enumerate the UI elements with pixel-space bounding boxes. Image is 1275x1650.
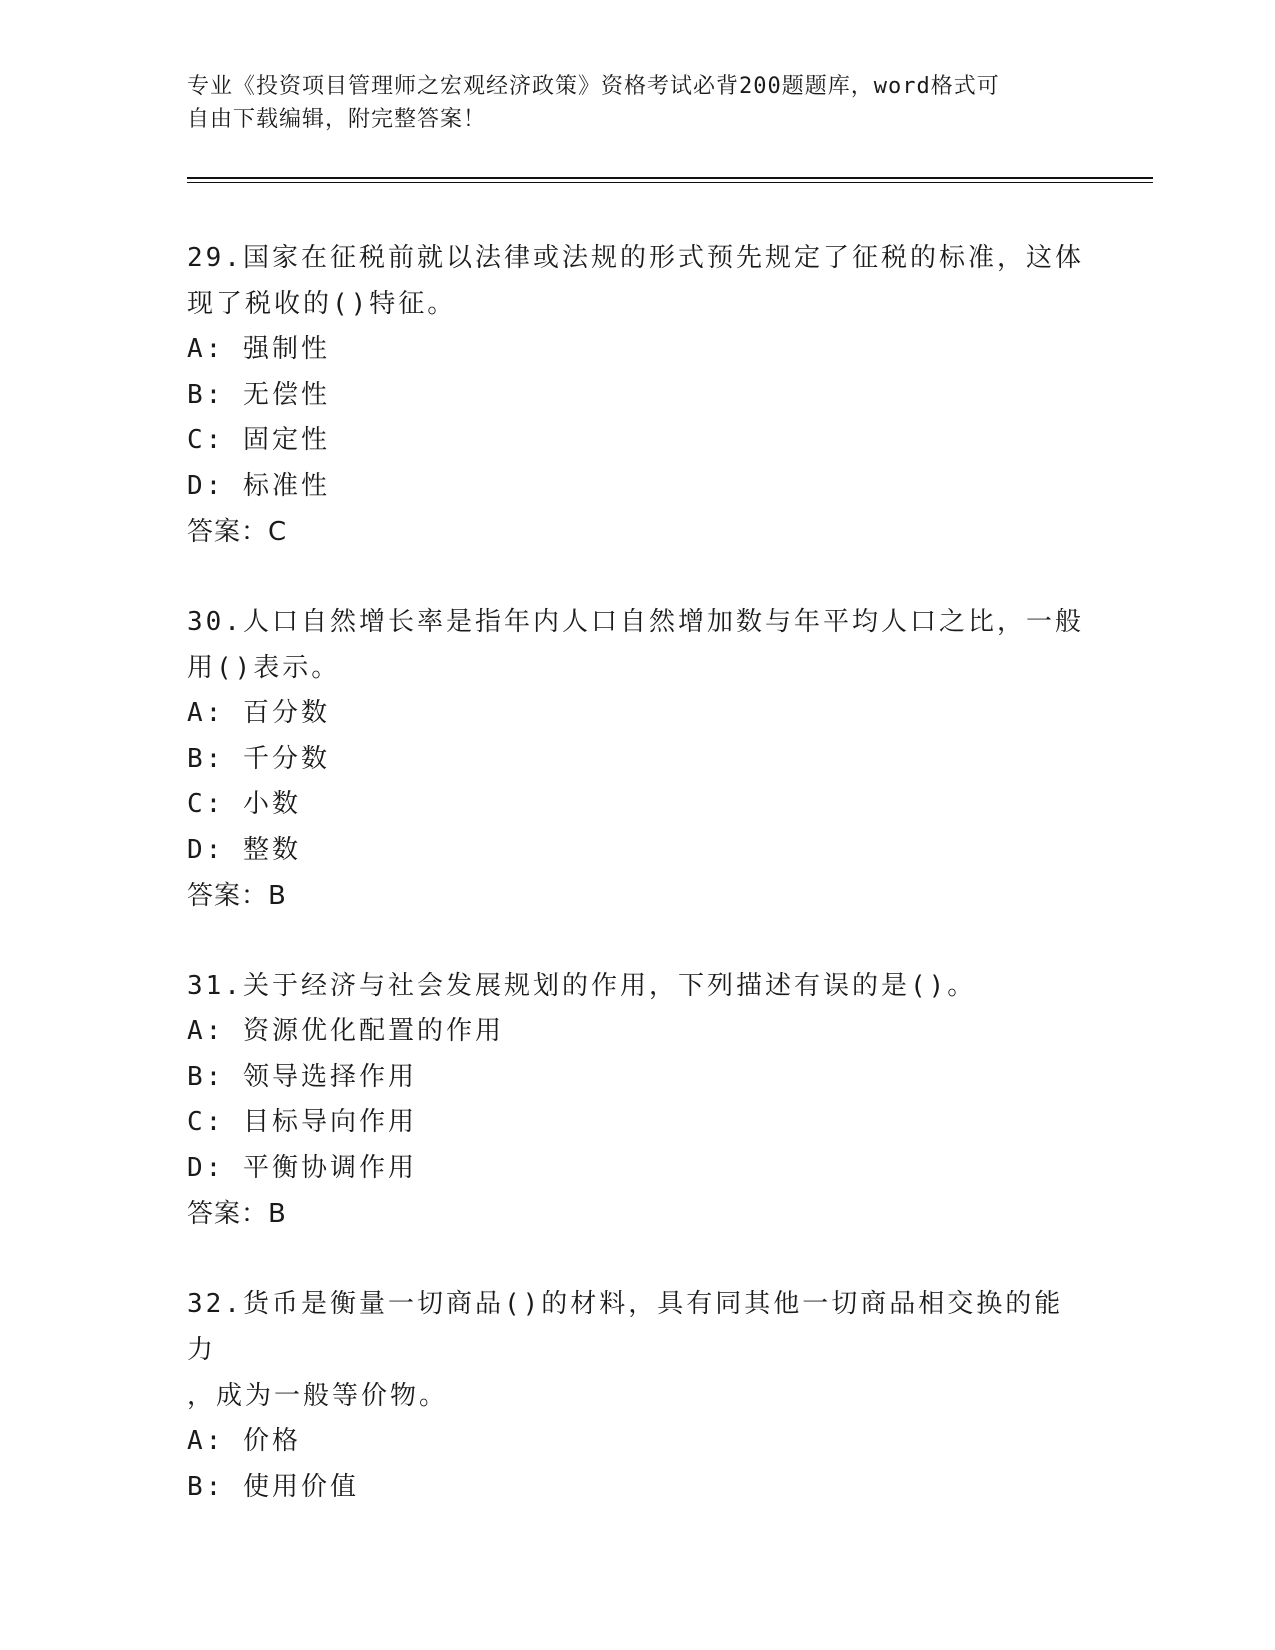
answer: 答案：C [187, 517, 288, 547]
question-30 [187, 599, 1087, 919]
option-c: C: 目标导向作用 [187, 1107, 417, 1137]
question-31 [187, 963, 1087, 1237]
question-stem: 30.人口自然增长率是指年内人口自然增加数与年平均人口之比，一般 [187, 607, 1084, 637]
header-divider [187, 177, 1153, 183]
option-b: B: 使用价值 [187, 1471, 359, 1502]
question-stem-continued: 现了税收的()特征。 [187, 289, 457, 319]
option-b: B: 领导选择作用 [187, 1061, 417, 1092]
question-stem-continued: ，成为一般等价物。 [187, 1381, 449, 1411]
question-stem: 32.货币是衡量一切商品()的材料，具有同其他一切商品相交换的能力 [187, 1289, 1064, 1365]
option-d: D: 标准性 [187, 470, 330, 501]
option-a: A: 强制性 [187, 334, 330, 364]
question-29 [187, 235, 1087, 555]
option-a: A: 资源优化配置的作用 [187, 1016, 504, 1046]
option-d: D: 平衡协调作用 [187, 1152, 417, 1183]
option-b: B: 千分数 [187, 743, 330, 774]
question-stem-continued: 用()表示。 [187, 653, 341, 683]
answer: 答案：B [187, 881, 287, 911]
option-a: A: 价格 [187, 1426, 301, 1456]
document-header [187, 70, 1067, 136]
question-32 [187, 1281, 1087, 1510]
question-list [187, 235, 1087, 1554]
answer: 答案：B [187, 1199, 287, 1229]
question-stem: 29.国家在征税前就以法律或法规的形式预先规定了征税的标准，这体 [187, 243, 1084, 273]
option-d: D: 整数 [187, 834, 301, 865]
header-title-line-2: 自由下载编辑，附完整答案！ [187, 107, 487, 132]
option-a: A: 百分数 [187, 698, 330, 728]
option-c: C: 固定性 [187, 425, 330, 455]
option-c: C: 小数 [187, 789, 301, 819]
option-b: B: 无偿性 [187, 379, 330, 410]
header-title-line-1: 专业《投资项目管理师之宏观经济政策》资格考试必背200题题库，word格式可 [187, 74, 1000, 99]
question-stem: 31.关于经济与社会发展规划的作用，下列描述有误的是()。 [187, 971, 977, 1001]
